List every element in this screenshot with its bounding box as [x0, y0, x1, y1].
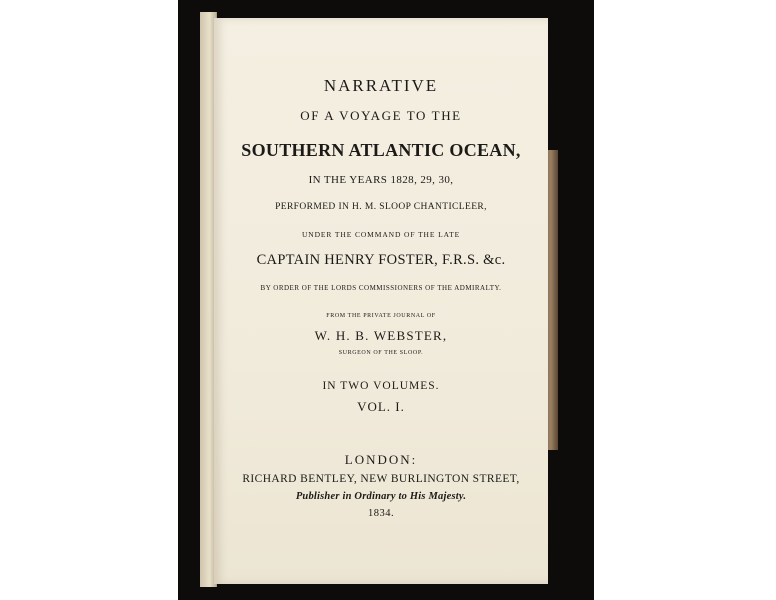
years-line: IN THE YEARS 1828, 29, 30, — [308, 174, 454, 186]
title-narrative: NARRATIVE — [323, 76, 439, 95]
year-line: 1834. — [367, 508, 395, 519]
captain-line: CAPTAIN HENRY FOSTER, F.R.S. &c. — [256, 252, 506, 268]
title-voyage: OF A VOYAGE TO THE — [300, 108, 462, 123]
city-line: LONDON: — [344, 452, 418, 467]
vol-line: VOL. I. — [357, 399, 405, 414]
title-page — [214, 18, 548, 584]
surgeon-line: SURGEON OF THE SLOOP. — [338, 350, 424, 356]
volumes-line: IN TWO VOLUMES. — [322, 380, 440, 392]
order-line: BY ORDER OF THE LORDS COMMISSIONERS OF THE ADMIRALTY. — [260, 284, 502, 292]
author-line: W. H. B. WEBSTER, — [314, 328, 448, 343]
journal-line: FROM THE PRIVATE JOURNAL OF — [326, 313, 436, 319]
title-ocean: SOUTHERN ATLANTIC OCEAN, — [241, 140, 521, 160]
ordinary-line: Publisher in Ordinary to His Majesty. — [295, 491, 467, 502]
command-line: UNDER THE COMMAND OF THE LATE — [301, 230, 461, 239]
performed-line: PERFORMED IN H. M. SLOOP CHANTICLEER, — [275, 202, 487, 212]
publisher-line: RICHARD BENTLEY, NEW BURLINGTON STREET, — [242, 473, 520, 485]
